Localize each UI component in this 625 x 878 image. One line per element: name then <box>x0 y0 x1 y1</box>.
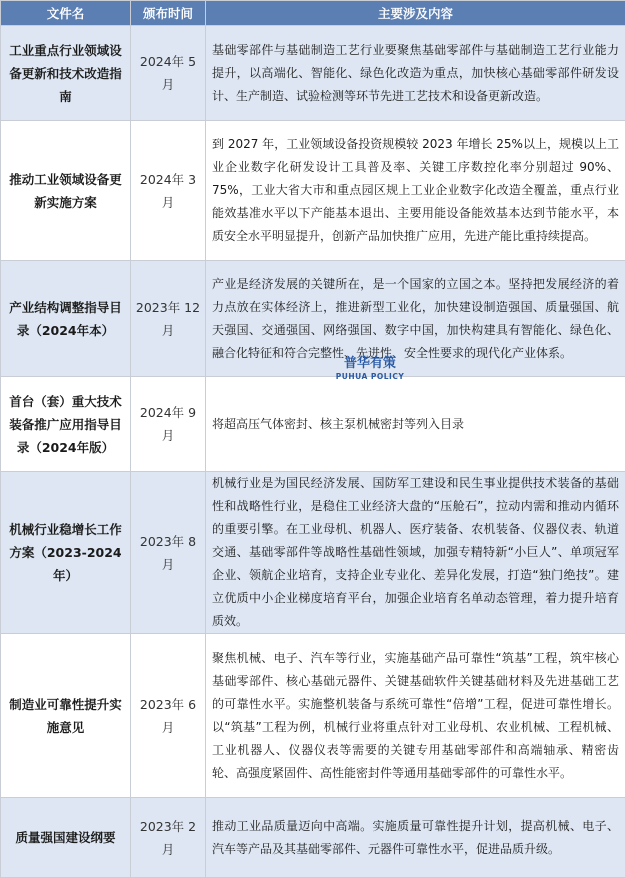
issue-date: 2023年 12月 <box>131 261 206 377</box>
table-row <box>1 377 625 472</box>
issue-date: 2024年 3月 <box>131 121 206 261</box>
watermark-cn: 普华有策 <box>320 356 420 372</box>
file-name: 首台（套）重大技术装备推广应用指导目录（2024年版） <box>1 377 131 472</box>
table-row <box>1 472 625 634</box>
watermark-en: PUHUA POLICY <box>320 372 420 382</box>
table-header-row <box>1 1 625 26</box>
file-name: 制造业可靠性提升实施意见 <box>1 634 131 798</box>
content-text: 基础零部件与基础制造工艺行业要聚焦基础零部件与基础制造工艺行业能力提升，以高端化、智能化、绿色化改造为重点，加快核心基础零部件研发设计、生产制造、试验检测等环节先进工艺技术和设备更新改造。 <box>206 26 625 121</box>
header-issue-date: 颁布时间 <box>131 1 206 26</box>
file-name: 工业重点行业领域设备更新和技术改造指南 <box>1 26 131 121</box>
issue-date: 2023年 6月 <box>131 634 206 798</box>
table-row <box>1 634 625 798</box>
issue-date: 2023年 8月 <box>131 472 206 634</box>
table-row <box>1 798 625 878</box>
content-text: 产业是经济发展的关键所在，是一个国家的立国之本。坚持把发展经济的着力点放在实体经济上，推进新型工业化，加快建设制造强国、质量强国、航天强国、交通强国、网络强国、数字中国，加快构建具有智能化、绿色化、融合化特征和符合完整性、先进性、安全性要求的现代化产业体系。 <box>206 261 625 377</box>
table-row <box>1 261 625 377</box>
content-text: 机械行业是为国民经济发展、国防军工建设和民生事业提供技术装备的基础性和战略性行业，是稳住工业经济大盘的“压舱石”，拉动内需和推动内循环的重要引擎。在工业母机、机器人、医疗装备、农机装备、仪器仪表、轨道交通、基础零部件等战略性基础性领域，加强专精特新“小巨人”、单项冠军企业、领航企业培育，支持企业专业化、差异化发展，打造“独门绝技”。建立优质中小企业梯度培育平台，加强企业培育名单动态管理，着力提升培育质效。 <box>206 472 625 634</box>
content-text: 聚焦机械、电子、汽车等行业，实施基础产品可靠性“筑基”工程，筑牢核心基础零部件、核心基础元器件、关键基础软件关键基础材料及先进基础工艺的可靠性水平。实施整机装备与系统可靠性“倍增”工程，促进可靠性增长。以“筑基”工程为例，机械行业将重点针对工业母机、农业机械、工程机械、工业机器人、仪器仪表等需要的关键专用基础零部件和高端轴承、精密齿轮、高强度紧固件、高性能密封件等通用基础零部件的可靠性水平。 <box>206 634 625 798</box>
file-name: 质量强国建设纲要 <box>1 798 131 878</box>
content-text: 将超高压气体密封、核主泵机械密封等列入目录 <box>206 377 625 472</box>
content-text: 推动工业品质量迈向中高端。实施质量可靠性提升计划，提高机械、电子、汽车等产品及其基础零部件、元器件可靠性水平，促进品质升级。 <box>206 798 625 878</box>
header-main-content: 主要涉及内容 <box>206 1 625 26</box>
table-row <box>1 26 625 121</box>
table-row <box>1 121 625 261</box>
content-text: 到 2027 年，工业领域设备投资规模较 2023 年增长 25%以上，规模以上工业企业数字化研发设计工具普及率、关键工序数控化率分别超过 90%、75%，工业大省大市和重点园区规上工业企业数字化改造全覆盖，重点行业能效基准水平以下产能基本退出、主要用能设备能效基本达到节能水平，本质安全水平明显提升，创新产品加快推广应用，先进产能比重持续提高。 <box>206 121 625 261</box>
header-file-name: 文件名 <box>1 1 131 26</box>
file-name: 机械行业稳增长工作方案（2023-2024年） <box>1 472 131 634</box>
issue-date: 2024年 9月 <box>131 377 206 472</box>
issue-date: 2024年 5月 <box>131 26 206 121</box>
file-name: 推动工业领域设备更新实施方案 <box>1 121 131 261</box>
issue-date: 2023年 2月 <box>131 798 206 878</box>
file-name: 产业结构调整指导目录（2024年本） <box>1 261 131 377</box>
